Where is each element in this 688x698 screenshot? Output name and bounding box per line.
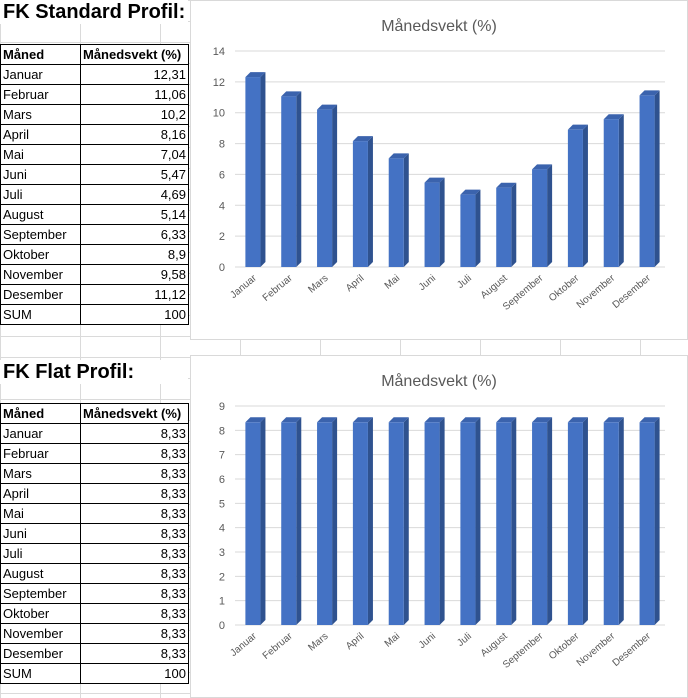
cell-month[interactable]: Februar	[1, 85, 81, 105]
cell-month[interactable]: November	[1, 265, 81, 285]
cell-weight[interactable]: 8,33	[81, 644, 189, 664]
bar-side	[260, 72, 265, 267]
bar-side	[440, 178, 445, 267]
cell-weight[interactable]: 8,16	[81, 125, 189, 145]
x-tick-label: April	[343, 272, 367, 295]
y-tick-label: 7	[218, 449, 225, 462]
cell-month[interactable]: Juli	[1, 544, 81, 564]
bar-side	[296, 417, 301, 625]
cell-month[interactable]: Oktober	[1, 245, 81, 265]
cell-month[interactable]: Februar	[1, 444, 81, 464]
cell-month[interactable]: April	[1, 484, 81, 504]
cell-weight[interactable]: 8,9	[81, 245, 189, 265]
bar-side	[368, 417, 373, 625]
bar	[640, 422, 655, 625]
bar-side	[511, 183, 516, 267]
cell-weight[interactable]: 8,33	[81, 524, 189, 544]
x-tick-label: Juni	[416, 630, 439, 652]
bar-side	[547, 417, 552, 625]
y-tick-label: 2	[218, 571, 225, 584]
table-row	[1, 65, 189, 85]
cell-weight[interactable]: 11,06	[81, 85, 189, 105]
chart-title: Månedsvekt (%)	[381, 373, 497, 390]
cell-month[interactable]: Juli	[1, 185, 81, 205]
x-tick-label: Januar	[228, 630, 259, 659]
chart-standard[interactable]	[190, 0, 688, 340]
bar-side	[332, 417, 337, 625]
y-tick-label: 14	[212, 46, 225, 58]
table-header-row	[1, 404, 189, 424]
header-weight[interactable]: Månedsvekt (%)	[81, 45, 189, 65]
section-title-flat: FK Flat Profil:	[0, 360, 188, 384]
cell-month[interactable]: SUM	[1, 664, 81, 684]
x-tick-label: Mars	[306, 272, 331, 296]
bar-side	[368, 136, 373, 267]
table-row	[1, 245, 189, 265]
x-tick-label: Juli	[455, 272, 474, 291]
x-tick-label: August	[478, 630, 510, 660]
cell-weight[interactable]: 5,47	[81, 165, 189, 185]
bar	[317, 110, 332, 267]
table-row	[1, 484, 189, 504]
table-row	[1, 145, 189, 165]
y-tick-label: 0	[218, 620, 225, 632]
table-row	[1, 604, 189, 624]
bar-side	[547, 164, 552, 267]
cell-weight[interactable]: 8,33	[81, 544, 189, 564]
bar-side	[619, 417, 624, 625]
table-row	[1, 644, 189, 664]
cell-month[interactable]: November	[1, 624, 81, 644]
x-tick-label: September	[500, 272, 546, 313]
table-standard	[0, 44, 189, 325]
bar-side	[260, 417, 265, 625]
table-row	[1, 524, 189, 544]
cell-month[interactable]: Mars	[1, 105, 81, 125]
y-tick-label: 8	[218, 138, 225, 151]
cell-month[interactable]: Desember	[1, 285, 81, 305]
bar-side	[655, 90, 660, 267]
bar	[245, 77, 260, 267]
y-tick-label: 6	[218, 474, 225, 486]
bar	[604, 422, 619, 625]
y-tick-label: 9	[218, 401, 225, 413]
cell-month[interactable]: April	[1, 125, 81, 145]
cell-month[interactable]: August	[1, 564, 81, 584]
x-tick-label: Februar	[260, 630, 295, 662]
bar-side	[511, 417, 516, 625]
table-row	[1, 205, 189, 225]
x-tick-label: Januar	[228, 272, 259, 301]
cell-month[interactable]: Oktober	[1, 604, 81, 624]
table-row	[1, 584, 189, 604]
cell-month[interactable]: SUM	[1, 305, 81, 325]
cell-weight[interactable]: 8,33	[81, 444, 189, 464]
cell-weight[interactable]: 12,31	[81, 65, 189, 85]
x-tick-label: Mai	[382, 272, 403, 292]
x-tick-label: Desember	[610, 272, 654, 311]
cell-weight[interactable]: 8,33	[81, 424, 189, 444]
bar	[425, 183, 440, 267]
table-flat	[0, 403, 189, 684]
cell-month[interactable]: Januar	[1, 424, 81, 444]
x-tick-label: Juli	[455, 630, 474, 649]
chart-flat[interactable]	[190, 355, 688, 698]
table-row	[1, 125, 189, 145]
x-tick-label: Februar	[260, 272, 295, 304]
bar	[353, 141, 368, 267]
chart-title: Månedsvekt (%)	[381, 18, 497, 35]
bar	[532, 169, 547, 267]
bar	[532, 422, 547, 625]
table-row	[1, 504, 189, 524]
bar-side	[475, 190, 480, 267]
cell-weight[interactable]: 100	[81, 664, 189, 684]
table-row	[1, 444, 189, 464]
bar	[460, 422, 475, 625]
table-row	[1, 185, 189, 205]
table-row	[1, 265, 189, 285]
y-tick-label: 5	[218, 498, 225, 511]
y-tick-label: 4	[218, 200, 225, 213]
bar	[496, 422, 511, 625]
header-weight[interactable]: Månedsvekt (%)	[81, 404, 189, 424]
cell-month[interactable]: Mars	[1, 464, 81, 484]
table-row	[1, 285, 189, 305]
cell-weight[interactable]: 6,33	[81, 225, 189, 245]
x-tick-label: Oktober	[547, 272, 582, 305]
cell-month[interactable]: Juni	[1, 165, 81, 185]
table-header-row	[1, 45, 189, 65]
cell-month[interactable]: Mai	[1, 504, 81, 524]
x-tick-label: November	[574, 630, 618, 669]
table-row	[1, 624, 189, 644]
bar-side	[404, 153, 409, 267]
section-title-standard: FK Standard Profil:	[0, 0, 188, 24]
y-tick-label: 1	[218, 595, 225, 608]
cell-weight[interactable]: 7,04	[81, 145, 189, 165]
sum-row	[1, 305, 189, 325]
chart-flat-svg	[191, 356, 687, 697]
bar-side	[583, 125, 588, 267]
cell-month[interactable]: Januar	[1, 65, 81, 85]
cell-weight[interactable]: 10,2	[81, 105, 189, 125]
table-row	[1, 165, 189, 185]
bar-side	[404, 417, 409, 625]
bar	[640, 95, 655, 267]
y-tick-label: 8	[218, 425, 225, 438]
cell-weight[interactable]: 8,33	[81, 624, 189, 644]
table-row	[1, 464, 189, 484]
cell-weight[interactable]: 9,58	[81, 265, 189, 285]
x-tick-label: August	[478, 272, 510, 302]
table-row	[1, 564, 189, 584]
cell-month[interactable]: September	[1, 225, 81, 245]
x-tick-label: Mars	[306, 630, 331, 654]
bar	[568, 422, 583, 625]
x-tick-label: Desember	[610, 630, 654, 669]
chart-standard-svg	[191, 1, 687, 339]
bar	[389, 422, 404, 625]
bar	[245, 422, 260, 625]
header-month[interactable]: Måned	[1, 404, 81, 424]
x-tick-label: Mai	[382, 630, 403, 650]
bar	[281, 422, 296, 625]
cell-month[interactable]: August	[1, 205, 81, 225]
cell-weight[interactable]: 5,14	[81, 205, 189, 225]
cell-month[interactable]: Juni	[1, 524, 81, 544]
bar	[281, 96, 296, 267]
y-tick-label: 2	[218, 231, 225, 244]
cell-weight[interactable]: 8,33	[81, 584, 189, 604]
y-tick-label: 0	[218, 262, 225, 274]
bar-side	[296, 91, 301, 267]
cell-month[interactable]: Desember	[1, 644, 81, 664]
x-tick-label: April	[343, 630, 367, 653]
bar	[317, 422, 332, 625]
bar	[389, 158, 404, 267]
cell-weight[interactable]: 8,33	[81, 604, 189, 624]
bar-side	[655, 417, 660, 625]
table-row	[1, 225, 189, 245]
cell-month[interactable]: September	[1, 584, 81, 604]
y-tick-label: 3	[218, 547, 225, 559]
header-month[interactable]: Måned	[1, 45, 81, 65]
bar-side	[440, 417, 445, 625]
cell-weight[interactable]: 8,33	[81, 564, 189, 584]
bar	[496, 188, 511, 267]
bar-side	[619, 114, 624, 267]
bar-side	[475, 417, 480, 625]
cell-month[interactable]: Mai	[1, 145, 81, 165]
table-row	[1, 85, 189, 105]
cell-weight[interactable]: 4,69	[81, 185, 189, 205]
bar	[568, 130, 583, 267]
y-tick-label: 6	[218, 169, 225, 182]
x-tick-label: September	[500, 630, 546, 671]
table-row	[1, 544, 189, 564]
bar-side	[332, 105, 337, 267]
y-tick-label: 10	[212, 107, 225, 120]
bar-side	[583, 417, 588, 625]
y-tick-label: 12	[212, 76, 225, 89]
table-row	[1, 105, 189, 125]
y-tick-label: 4	[218, 522, 225, 535]
sum-row	[1, 664, 189, 684]
cell-weight[interactable]: 11,12	[81, 285, 189, 305]
cell-weight[interactable]: 8,33	[81, 504, 189, 524]
x-tick-label: Juni	[416, 272, 439, 294]
cell-weight[interactable]: 8,33	[81, 484, 189, 504]
bar	[460, 195, 475, 267]
x-tick-label: November	[574, 272, 618, 311]
cell-weight[interactable]: 8,33	[81, 464, 189, 484]
bar	[425, 422, 440, 625]
bar	[353, 422, 368, 625]
x-tick-label: Oktober	[547, 630, 582, 663]
cell-weight[interactable]: 100	[81, 305, 189, 325]
table-row	[1, 424, 189, 444]
bar	[604, 119, 619, 267]
